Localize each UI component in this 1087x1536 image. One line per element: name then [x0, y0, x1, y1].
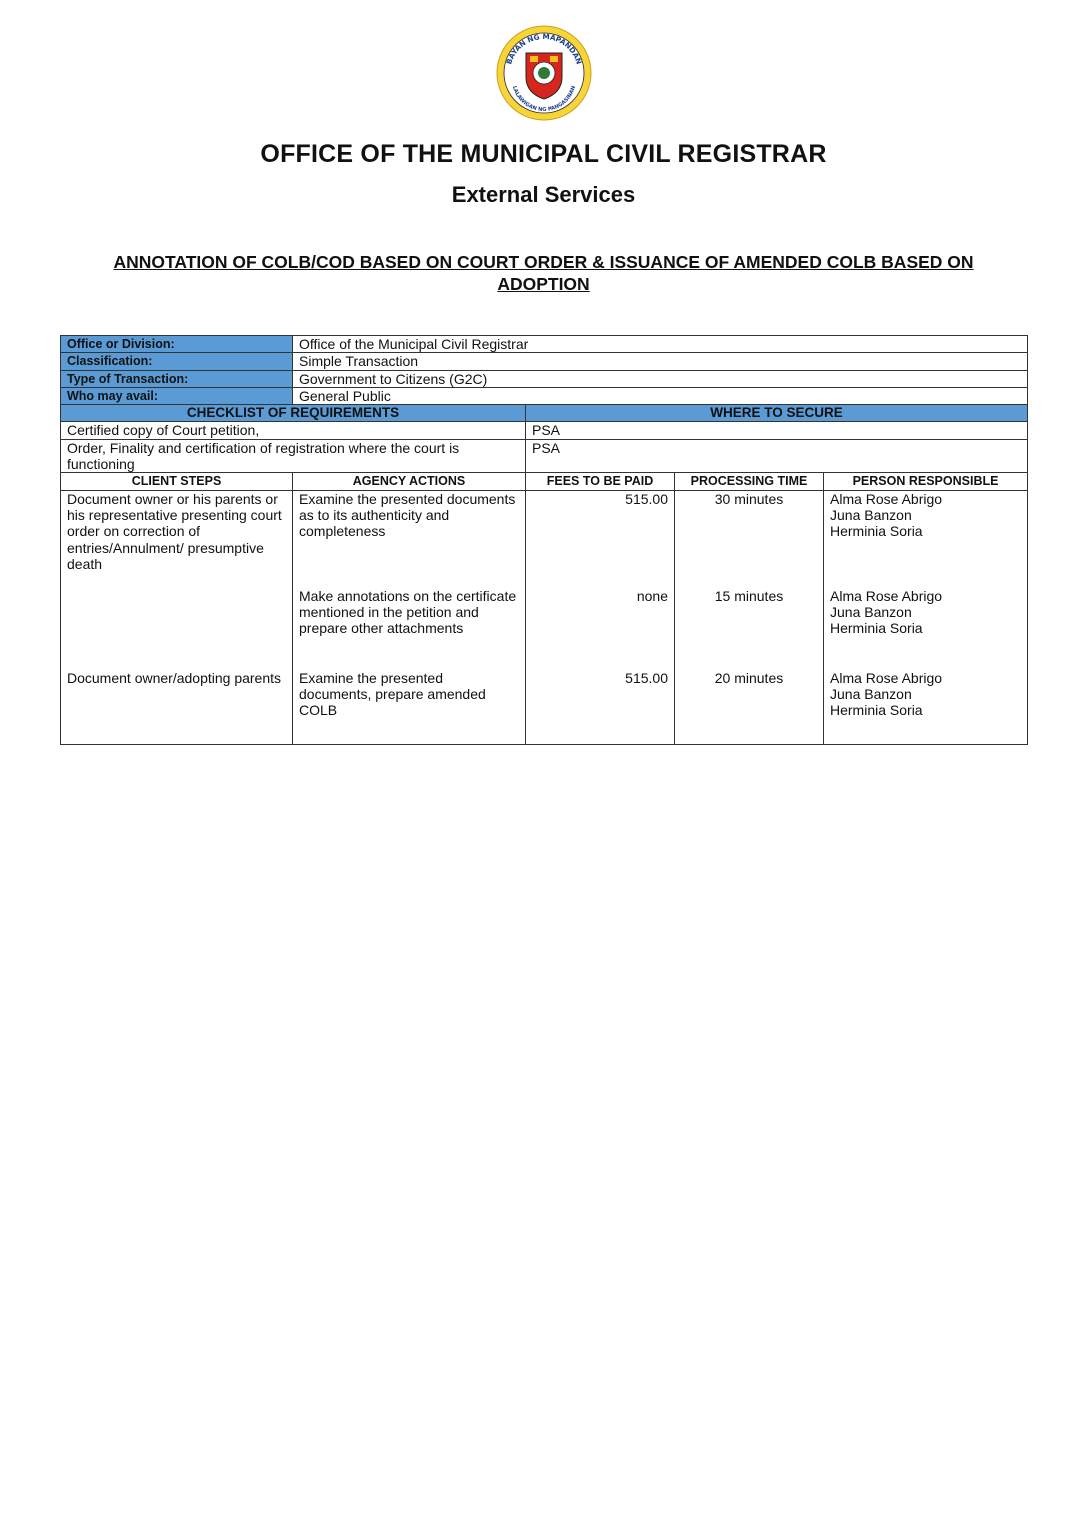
client-step: Document owner/adopting parents: [61, 670, 293, 745]
info-row: [61, 387, 1028, 404]
checklist-header-right: WHERE TO SECURE: [526, 405, 1028, 422]
person-name: Juna Banzon: [830, 603, 912, 620]
person-name: Alma Rose Abrigo: [830, 490, 943, 507]
service-table: [60, 335, 1028, 745]
steps-header: [61, 473, 1028, 490]
step-row: [61, 670, 1028, 745]
seal-bottom-text: LALAWIGAN NG PANGASINAN: [510, 85, 578, 114]
fee: 515.00: [526, 490, 675, 588]
person-name: Herminia Soria: [830, 702, 923, 719]
seal-top-text: BAYAN NG MAPANDAN: [504, 31, 584, 66]
info-value: Simple Transaction: [293, 353, 1028, 370]
client-step: Document owner or his parents or his representative presenting court order on correction of entries/Annulment/ presumptive death: [61, 490, 293, 588]
person-responsible: [824, 490, 1028, 588]
checklist-header-left: CHECKLIST OF REQUIREMENTS: [61, 405, 526, 422]
info-row: [61, 336, 1028, 353]
client-step: [61, 588, 293, 670]
office-title: OFFICE OF THE MUNICIPAL CIVIL REGISTRAR: [260, 140, 827, 168]
col-person-responsible: PERSON RESPONSIBLE: [824, 473, 1028, 490]
info-label: Office or Division:: [61, 336, 293, 353]
processing-time: 15 minutes: [675, 588, 824, 670]
where-to-secure: PSA: [526, 422, 1028, 439]
fee: 515.00: [526, 670, 675, 745]
agency-action: Examine the presented documents as to its authenticity and completeness: [293, 490, 526, 588]
info-label: Type of Transaction:: [61, 370, 293, 387]
person-name: Alma Rose Abrigo: [830, 669, 943, 686]
agency-action: Make annotations on the certificate mentioned in the petition and prepare other attachments: [293, 588, 526, 670]
requirement: Order, Finality and certification of registration where the court is functioning: [61, 439, 526, 473]
col-processing-time: PROCESSING TIME: [675, 473, 824, 490]
info-row: [61, 370, 1028, 387]
col-agency-actions: AGENCY ACTIONS: [293, 473, 526, 490]
processing-time: 30 minutes: [675, 490, 824, 588]
document-title: ANNOTATION OF COLB/COD BASED ON COURT ORDER & ISSUANCE OF AMENDED COLB BASED ON ADOPTION: [113, 252, 974, 294]
person-name: Herminia Soria: [830, 523, 923, 540]
info-label: Classification:: [61, 353, 293, 370]
checklist-row: [61, 422, 1028, 439]
where-to-secure: PSA: [526, 439, 1028, 473]
step-row: [61, 490, 1028, 588]
municipal-seal: [496, 25, 592, 121]
requirement: Certified copy of Court petition,: [61, 422, 526, 439]
info-value: Office of the Municipal Civil Registrar: [293, 336, 1028, 353]
col-client-steps: CLIENT STEPS: [61, 473, 293, 490]
col-fees: FEES TO BE PAID: [526, 473, 675, 490]
person-responsible: [824, 588, 1028, 670]
person-name: Herminia Soria: [830, 620, 923, 637]
person-name: Alma Rose Abrigo: [830, 587, 943, 604]
person-name: Juna Banzon: [830, 506, 912, 523]
info-value: Government to Citizens (G2C): [293, 370, 1028, 387]
checklist-row: [61, 439, 1028, 473]
info-label: Who may avail:: [61, 387, 293, 404]
agency-action: Examine the presented documents, prepare amended COLB: [293, 670, 526, 745]
step-row: [61, 588, 1028, 670]
person-name: Juna Banzon: [830, 685, 912, 702]
fee: none: [526, 588, 675, 670]
office-subtitle: External Services: [451, 182, 636, 207]
checklist-header: [61, 405, 1028, 422]
person-responsible: [824, 670, 1028, 745]
info-row: [61, 353, 1028, 370]
info-value: General Public: [293, 387, 1028, 404]
processing-time: 20 minutes: [675, 670, 824, 745]
